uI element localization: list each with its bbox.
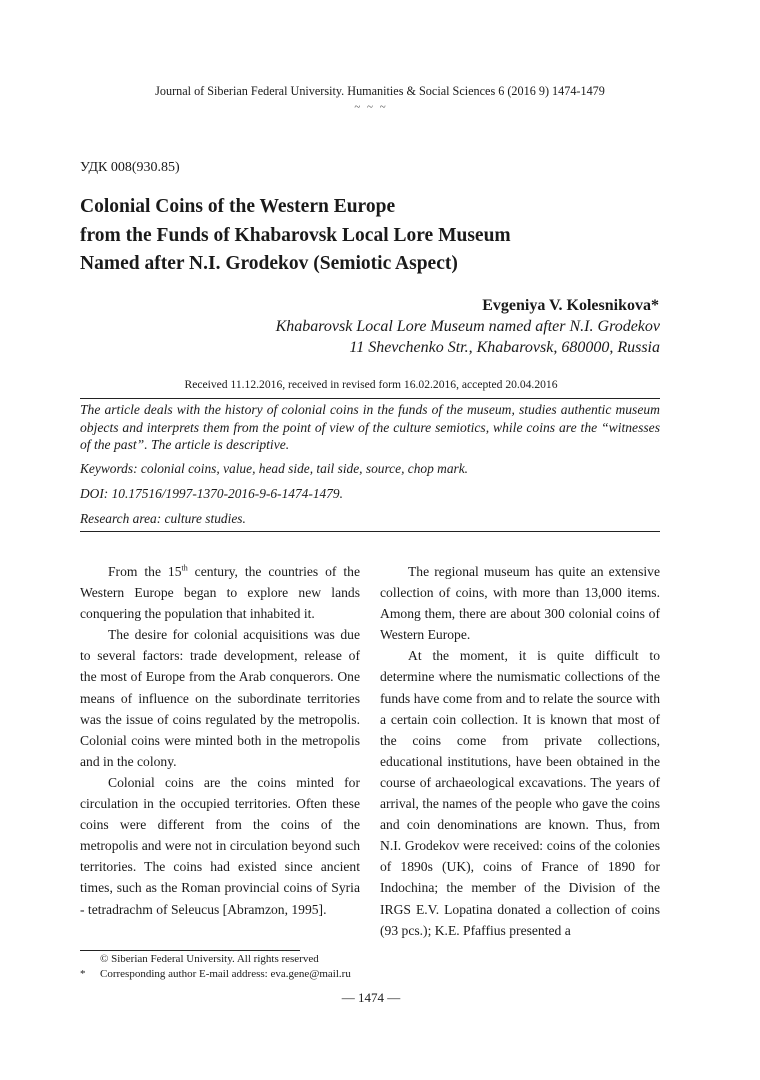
title-line-2: from the Funds of Khabarovsk Local Lore Museum [80,224,511,246]
journal-header: Journal of Siberian Federal University. Humanities & Social Sciences 6 (2016 9) 1474-1479 [155,84,605,98]
footnote-copyright [80,953,319,965]
footnote-text: © Siberian Federal University. All rights reserved [100,953,319,965]
abstract-bottom-rule [80,531,660,532]
paragraph: Colonial coins are the coins minted for circulation in the occupied territories. Often these coins were different from the coins of the metropolis and were not in circulation beyond such territories. The coins had existed since ancient times, such as the Roman provincial coins of Syria - tetradrachm of Seleucus [Abramzon, 1995]. [80,774,360,917]
page-number: — 1474 — [341,990,401,1005]
abstract-top-rule [80,398,660,399]
paragraph [80,561,360,624]
paragraph: At the moment, it is quite difficult to determine where the numismatic collections of the funds have come from and to relate the source with a certain coin collection. It is known that most of the coins come from private collections, educational institutions, have been obtained in the course of archaeological excavations. The years of arrival, the names of the people who gave the coins and coin denominations are known. Thus, from N.I. Grodekov were received: coins of the colonies of 1890s (UK), coins of France of 1890 for Indochina; the member of the Division of the IRGS E.V. Lopatina donated a collection of coins (93 pcs.); K.E. Pfaffius presented a [380,648,660,938]
body-column-left [80,561,360,920]
paragraph: The regional museum has quite an extensive collection of coins, with more than 13,000 items. Among them, there are about 300 colonial coins of Western Europe. [380,564,660,643]
superscript: th [181,563,188,573]
title-line-3: Named after N.I. Grodekov (Semiotic Aspect) [80,253,458,274]
paragraph: The desire for colonial acquisitions was due to several factors: trade development, release of the most of Europe from the Arab conquerors. One means of influence on the subordinate territories was the issue of coins regulated by the metropolis. Colonial coins were minted both in the metropolis and in the colony. [80,627,360,769]
body-column-right [380,561,660,941]
footnote-mark: * [80,968,86,980]
udk-code: УДК 008(930.85) [80,160,180,175]
paragraph-text: From the 15 [108,564,182,579]
affiliation-line-1: Khabarovsk Local Lore Museum named after N.I. Grodekov [275,318,660,335]
author-affiliation [276,316,660,358]
keywords: Keywords: colonial coins, value, head side, tail side, source, chop mark. [80,461,469,476]
footnote-text: Corresponding author E-mail address: eva.gene@mail.ru [100,968,351,980]
abstract: The article deals with the history of colonial coins in the funds of the museum, studies authentic museum objects and interprets them from the point of view of the culture semiotics, while coins are the “witnesses of the past”. The article is descriptive. [80,402,660,453]
research-area: Research area: culture studies. [80,511,246,526]
received-dates: Received 11.12.2016, received in revised form 16.02.2016, accepted 20.04.2016 [184,378,558,391]
paragraph-text: century, the countries of the Western Europe began to explore new lands conquering the population that inhabited it. [80,564,360,622]
doi: DOI: 10.17516/1997-1370-2016-9-6-1474-1479. [80,486,343,501]
title-line-1: Colonial Coins of the Western Europe [80,196,396,217]
header-ornament: ~ ~ ~ [354,101,388,113]
author-name: Evgeniya V. Kolesnikova* [482,297,659,314]
footnote-rule [80,950,300,951]
article-title [80,193,680,279]
footnote-corresponding [80,968,351,980]
affiliation-line-2: 11 Shevchenko Str., Khabarovsk, 680000, Russia [349,339,660,356]
